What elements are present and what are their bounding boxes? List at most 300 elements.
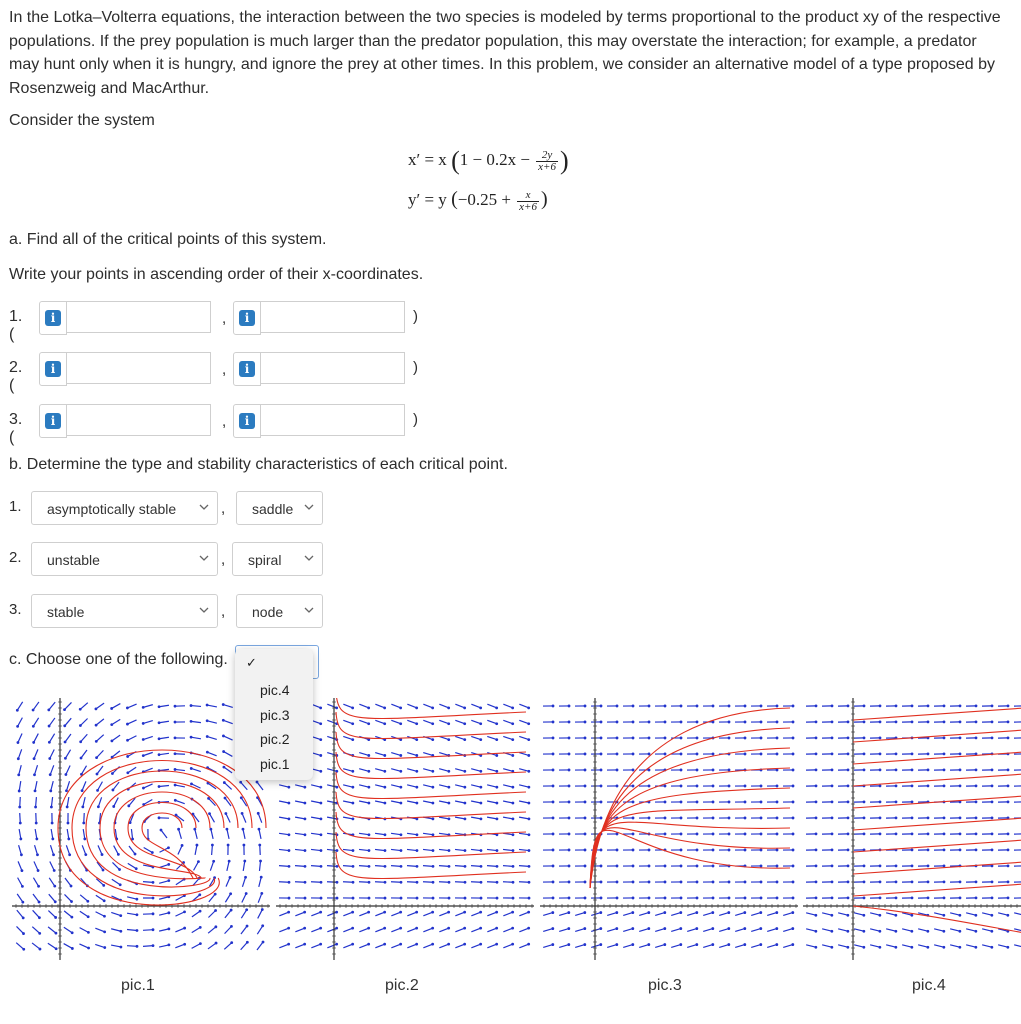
field-arrow-head [792, 753, 795, 756]
field-arrow [127, 704, 136, 708]
point-1-x-input[interactable] [67, 301, 211, 333]
field-arrow-head [64, 773, 67, 776]
field-arrow-head [759, 911, 762, 914]
field-arrow [67, 829, 69, 839]
field-arrow-head [943, 785, 946, 788]
field-arrow [224, 752, 233, 757]
field-arrow [65, 734, 71, 742]
field-arrow-head [55, 932, 58, 935]
field-arrow-head [879, 785, 882, 788]
field-arrow-head [552, 705, 555, 708]
field-arrow [258, 813, 262, 822]
field-arrow-head [991, 801, 994, 804]
trajectory [590, 822, 790, 888]
field-arrow-head [67, 838, 70, 841]
field-arrow-head [814, 946, 817, 949]
field-arrow-head [447, 786, 450, 789]
field-arrow-head [287, 802, 290, 805]
field-arrow-head [496, 817, 499, 820]
point-1-y-input[interactable] [261, 301, 405, 333]
eq2-den: x+6 [519, 200, 537, 213]
field-arrow-head [927, 833, 930, 836]
trajectory [142, 813, 193, 878]
field-arrow-head [383, 802, 386, 805]
field-arrow-head [616, 897, 619, 900]
field-arrow-head [351, 911, 354, 914]
field-arrow [159, 785, 169, 786]
field-arrow-head [383, 943, 386, 946]
field-arrow-head [760, 785, 763, 788]
field-arrow [519, 817, 529, 819]
field-arrow [607, 913, 617, 916]
field-arrow [327, 817, 337, 819]
field-arrow-head [224, 812, 227, 815]
field-arrow [96, 735, 103, 742]
info-icon[interactable]: i [39, 301, 67, 335]
field-arrow-head [943, 865, 946, 868]
field-arrow-head [495, 706, 498, 709]
field-arrow-head [480, 897, 483, 900]
field-arrow [471, 785, 481, 787]
field-arrow [195, 829, 197, 839]
field-arrow [407, 704, 416, 708]
field-arrow-head [552, 753, 555, 756]
point-3-x-input[interactable] [67, 404, 211, 436]
field-arrow-head [990, 930, 993, 933]
field-arrow [32, 927, 39, 934]
field-arrow-head [959, 881, 962, 884]
field-arrow-head [260, 892, 263, 895]
field-arrow-head [991, 817, 994, 820]
field-arrow [487, 944, 496, 948]
point-3-y-input[interactable] [261, 404, 405, 436]
menu-option[interactable]: pic.3 [260, 707, 290, 723]
point-2-y-input[interactable] [261, 352, 405, 384]
field-arrow-head [259, 860, 262, 863]
field-arrow-head [511, 754, 514, 757]
field-arrow-head [384, 833, 387, 836]
field-arrow-head [351, 786, 354, 789]
field-arrow-head [846, 946, 849, 949]
field-arrow [439, 769, 449, 772]
field-arrow-head [584, 833, 587, 836]
field-arrow-head [448, 897, 451, 900]
field-arrow-head [776, 705, 779, 708]
field-arrow-head [240, 796, 243, 799]
field-arrow-head [958, 946, 961, 949]
field-arrow-head [792, 833, 795, 836]
field-arrow-head [495, 770, 498, 773]
field-arrow-head [135, 867, 138, 870]
field-arrow [471, 866, 481, 867]
field-arrow [36, 797, 37, 807]
field-arrow-head [495, 786, 498, 789]
field-arrow-head [336, 865, 339, 868]
field-arrow-head [991, 769, 994, 772]
type-select-2[interactable]: spiral [232, 542, 323, 576]
field-arrow-head [103, 930, 106, 933]
field-arrow [95, 928, 104, 932]
field-arrow-head [911, 705, 914, 708]
field-arrow-head [830, 946, 833, 949]
field-arrow-head [943, 833, 946, 836]
field-arrow-head [712, 801, 715, 804]
field-arrow-head [584, 817, 587, 820]
field-arrow-head [479, 911, 482, 914]
field-arrow-head [304, 897, 307, 900]
field-arrow-head [384, 865, 387, 868]
field-arrow-head [975, 801, 978, 804]
field-arrow-head [87, 915, 90, 918]
field-arrow-head [615, 927, 618, 930]
field-arrow-head [792, 897, 795, 900]
comma: , [222, 413, 227, 430]
field-arrow [439, 833, 449, 834]
field-arrow [34, 734, 39, 743]
field-arrow [327, 912, 336, 916]
field-arrow [423, 720, 432, 723]
field-arrow [241, 926, 247, 934]
field-arrow-head [696, 721, 699, 724]
field-arrow [327, 849, 337, 850]
trajectory [336, 712, 526, 739]
field-arrow-head [190, 782, 193, 785]
field-arrow-head [33, 757, 36, 760]
stability-select-2[interactable]: unstable [31, 542, 218, 576]
field-arrow [487, 849, 497, 850]
field-arrow-head [126, 723, 129, 726]
field-arrow-head [815, 721, 818, 724]
field-arrow [870, 945, 880, 947]
field-arrow-head [943, 881, 946, 884]
field-arrow-head [895, 769, 898, 772]
field-arrow-head [464, 817, 467, 820]
field-arrow-head [167, 944, 170, 947]
field-arrow [207, 705, 217, 707]
menu-option[interactable]: pic.4 [260, 682, 290, 698]
field-arrow [806, 913, 816, 915]
field-arrow-head [415, 786, 418, 789]
field-arrow [18, 749, 21, 758]
field-arrow-head [336, 849, 339, 852]
field-arrow-head [158, 721, 161, 724]
field-arrow-head [991, 785, 994, 788]
info-icon[interactable]: i [233, 301, 261, 335]
field-arrow-head [894, 946, 897, 949]
field-arrow [227, 861, 229, 871]
field-arrow-head [432, 865, 435, 868]
field-arrow [519, 704, 528, 708]
field-arrow [127, 929, 137, 930]
field-arrow-head [958, 914, 961, 917]
info-icon[interactable]: i [39, 404, 67, 438]
field-arrow-head [18, 806, 21, 809]
field-arrow-head [303, 911, 306, 914]
field-arrow-head [727, 927, 730, 930]
field-arrow-head [258, 844, 261, 847]
field-arrow-head [288, 817, 291, 820]
field-arrow [359, 720, 368, 723]
eq1-num: 2y [536, 150, 558, 162]
field-arrow [543, 929, 553, 932]
field-arrow-head [245, 908, 248, 911]
field-arrow-head [847, 721, 850, 724]
info-icon[interactable]: i [233, 404, 261, 438]
field-arrow-head [975, 881, 978, 884]
field-arrow-head [319, 738, 322, 741]
field-arrow-head [49, 789, 52, 792]
part-c-question: c. Choose one of the following. [9, 651, 228, 668]
field-arrow [471, 928, 480, 932]
field-arrow-head [744, 721, 747, 724]
field-arrow-head [728, 801, 731, 804]
field-arrow-head [368, 897, 371, 900]
field-arrow-head [926, 946, 929, 949]
field-arrow [223, 720, 232, 723]
field-arrow-head [696, 865, 699, 868]
field-arrow-head [552, 817, 555, 820]
field-arrow [257, 942, 263, 950]
field-arrow-head [552, 785, 555, 788]
field-arrow-head [664, 753, 667, 756]
field-arrow [327, 720, 336, 723]
field-arrow [375, 753, 385, 756]
field-arrow [671, 945, 681, 948]
field-arrow-head [815, 817, 818, 820]
field-arrow-head [95, 756, 98, 759]
field-arrow-head [615, 911, 618, 914]
field-arrow [112, 704, 121, 709]
field-arrow [96, 703, 104, 709]
field-arrow [519, 912, 528, 916]
field-arrow [455, 704, 464, 708]
field-arrow-head [447, 911, 450, 914]
field-arrow-head [463, 911, 466, 914]
field-arrow-head [584, 785, 587, 788]
field-arrow [471, 817, 481, 819]
field-arrow-head [696, 897, 699, 900]
field-arrow [258, 893, 262, 902]
field-arrow-head [152, 897, 155, 900]
field-arrow-head [584, 769, 587, 772]
field-arrow [607, 945, 617, 948]
field-arrow [439, 912, 448, 916]
field-arrow [17, 894, 23, 902]
field-arrow [822, 945, 832, 947]
field-arrow-head [711, 911, 714, 914]
field-arrow-head [696, 817, 699, 820]
field-arrow-head [600, 785, 603, 788]
field-arrow-head [304, 849, 307, 852]
field-arrow-head [551, 927, 554, 930]
field-arrow-head [616, 785, 619, 788]
field-arrow-head [975, 737, 978, 740]
field-arrow-head [463, 927, 466, 930]
field-arrow-head [744, 881, 747, 884]
field-arrow-head [319, 943, 322, 946]
field-arrow [19, 845, 22, 855]
field-arrow-head [197, 860, 200, 863]
field-arrow [870, 929, 880, 931]
field-arrow [259, 861, 260, 871]
field-arrow-head [846, 930, 849, 933]
field-arrow-head [495, 911, 498, 914]
field-arrow-head [648, 705, 651, 708]
field-arrow-head [632, 897, 635, 900]
field-arrow-head [48, 757, 51, 760]
field-arrow [503, 736, 512, 739]
field-arrow-head [110, 707, 113, 710]
trajectory [853, 906, 1021, 938]
field-arrow-head [894, 930, 897, 933]
stability-select-1[interactable]: asymptotically stable [31, 491, 218, 525]
field-arrow [279, 849, 289, 850]
field-arrow-head [568, 785, 571, 788]
field-arrow-head [975, 849, 978, 852]
field-arrow-head [680, 881, 683, 884]
field-arrow-head [287, 786, 290, 789]
field-arrow [822, 913, 832, 915]
type-select-3[interactable]: node [236, 594, 323, 628]
field-arrow-head [910, 946, 913, 949]
field-arrow-head [495, 722, 498, 725]
field-arrow [143, 784, 152, 788]
field-arrow [51, 797, 52, 807]
field-arrow-head [183, 927, 186, 930]
field-arrow [375, 704, 384, 708]
pic-select-menu [235, 649, 313, 780]
pic-label-2: pic.2 [385, 977, 419, 994]
field-arrow [623, 929, 633, 932]
field-arrow-head [415, 943, 418, 946]
trajectory [853, 882, 1021, 896]
chevron-down-icon [302, 603, 316, 617]
field-arrow-head [568, 865, 571, 868]
field-arrow-head [527, 738, 530, 741]
field-arrow-head [190, 736, 193, 739]
field-arrow-head [792, 865, 795, 868]
field-arrow-head [712, 705, 715, 708]
field-arrow-head [415, 802, 418, 805]
field-arrow [735, 929, 745, 932]
field-arrow-head [304, 833, 307, 836]
field-arrow [982, 929, 992, 931]
field-arrow [49, 894, 55, 902]
field-arrow-head [181, 844, 184, 847]
field-arrow [487, 817, 497, 819]
field-arrow-head [70, 885, 73, 888]
field-arrow-head [792, 785, 795, 788]
field-arrow-head [319, 706, 322, 709]
field-arrow [375, 785, 385, 787]
field-arrow [655, 913, 665, 916]
field-arrow-head [567, 911, 570, 914]
field-arrow [295, 849, 305, 850]
field-arrow-head [616, 705, 619, 708]
field-arrow-head [879, 753, 882, 756]
field-arrow-head [711, 943, 714, 946]
field-arrow-head [911, 865, 914, 868]
type-select-1[interactable]: saddle [236, 491, 323, 525]
field-arrow-head [943, 897, 946, 900]
field-arrow [703, 945, 713, 948]
field-arrow [64, 894, 71, 901]
field-arrow [257, 926, 262, 934]
field-arrow [279, 928, 288, 932]
point-2-x-input[interactable] [67, 352, 211, 384]
field-arrow-head [927, 785, 930, 788]
info-icon[interactable]: i [233, 352, 261, 386]
field-arrow-head [383, 911, 386, 914]
field-arrow-head [776, 785, 779, 788]
field-arrow-head [568, 833, 571, 836]
field-arrow [487, 769, 497, 772]
field-arrow [359, 912, 368, 916]
field-arrow [176, 879, 184, 885]
field-arrow [35, 765, 38, 775]
field-arrow-head [551, 911, 554, 914]
field-arrow-head [615, 943, 618, 946]
field-arrow-head [879, 737, 882, 740]
field-arrow [719, 929, 729, 932]
field-arrow-head [616, 865, 619, 868]
field-arrow [487, 704, 496, 708]
field-arrow-head [943, 817, 946, 820]
field-arrow [543, 945, 553, 948]
field-arrow-head [95, 740, 98, 743]
field-arrow-head [463, 770, 466, 773]
field-arrow-head [480, 849, 483, 852]
field-arrow-head [97, 805, 100, 808]
menu-option[interactable]: pic.1 [260, 756, 290, 772]
field-arrow-head [399, 722, 402, 725]
field-arrow [81, 750, 87, 758]
field-arrow [311, 833, 321, 834]
field-arrow-head [49, 773, 52, 776]
field-arrow-head [142, 754, 145, 757]
field-arrow-head [512, 833, 515, 836]
field-arrow [80, 928, 89, 933]
chevron-down-icon [197, 500, 211, 514]
field-arrow-head [399, 943, 402, 946]
field-arrow [279, 912, 288, 916]
field-arrow-head [712, 833, 715, 836]
field-arrow [439, 944, 448, 948]
field-arrow [20, 797, 21, 807]
field-arrow-head [974, 914, 977, 917]
field-arrow-head [70, 900, 73, 903]
field-arrow-head [974, 930, 977, 933]
field-arrow-head [847, 897, 850, 900]
field-arrow [455, 849, 465, 850]
field-arrow-head [862, 914, 865, 917]
field-arrow-head [616, 881, 619, 884]
stability-select-3[interactable]: stable [31, 594, 218, 628]
field-arrow [639, 945, 649, 948]
menu-option[interactable]: pic.2 [260, 731, 290, 747]
field-arrow [487, 866, 497, 867]
field-arrow-head [551, 943, 554, 946]
field-arrow-head [927, 897, 930, 900]
field-arrow-head [847, 753, 850, 756]
info-icon[interactable]: i [39, 352, 67, 386]
field-arrow [503, 912, 512, 916]
field-arrow [487, 736, 496, 739]
field-arrow-head [48, 741, 51, 744]
field-arrow-head [878, 930, 881, 933]
field-arrow-head [110, 723, 113, 726]
field-arrow [66, 765, 70, 774]
